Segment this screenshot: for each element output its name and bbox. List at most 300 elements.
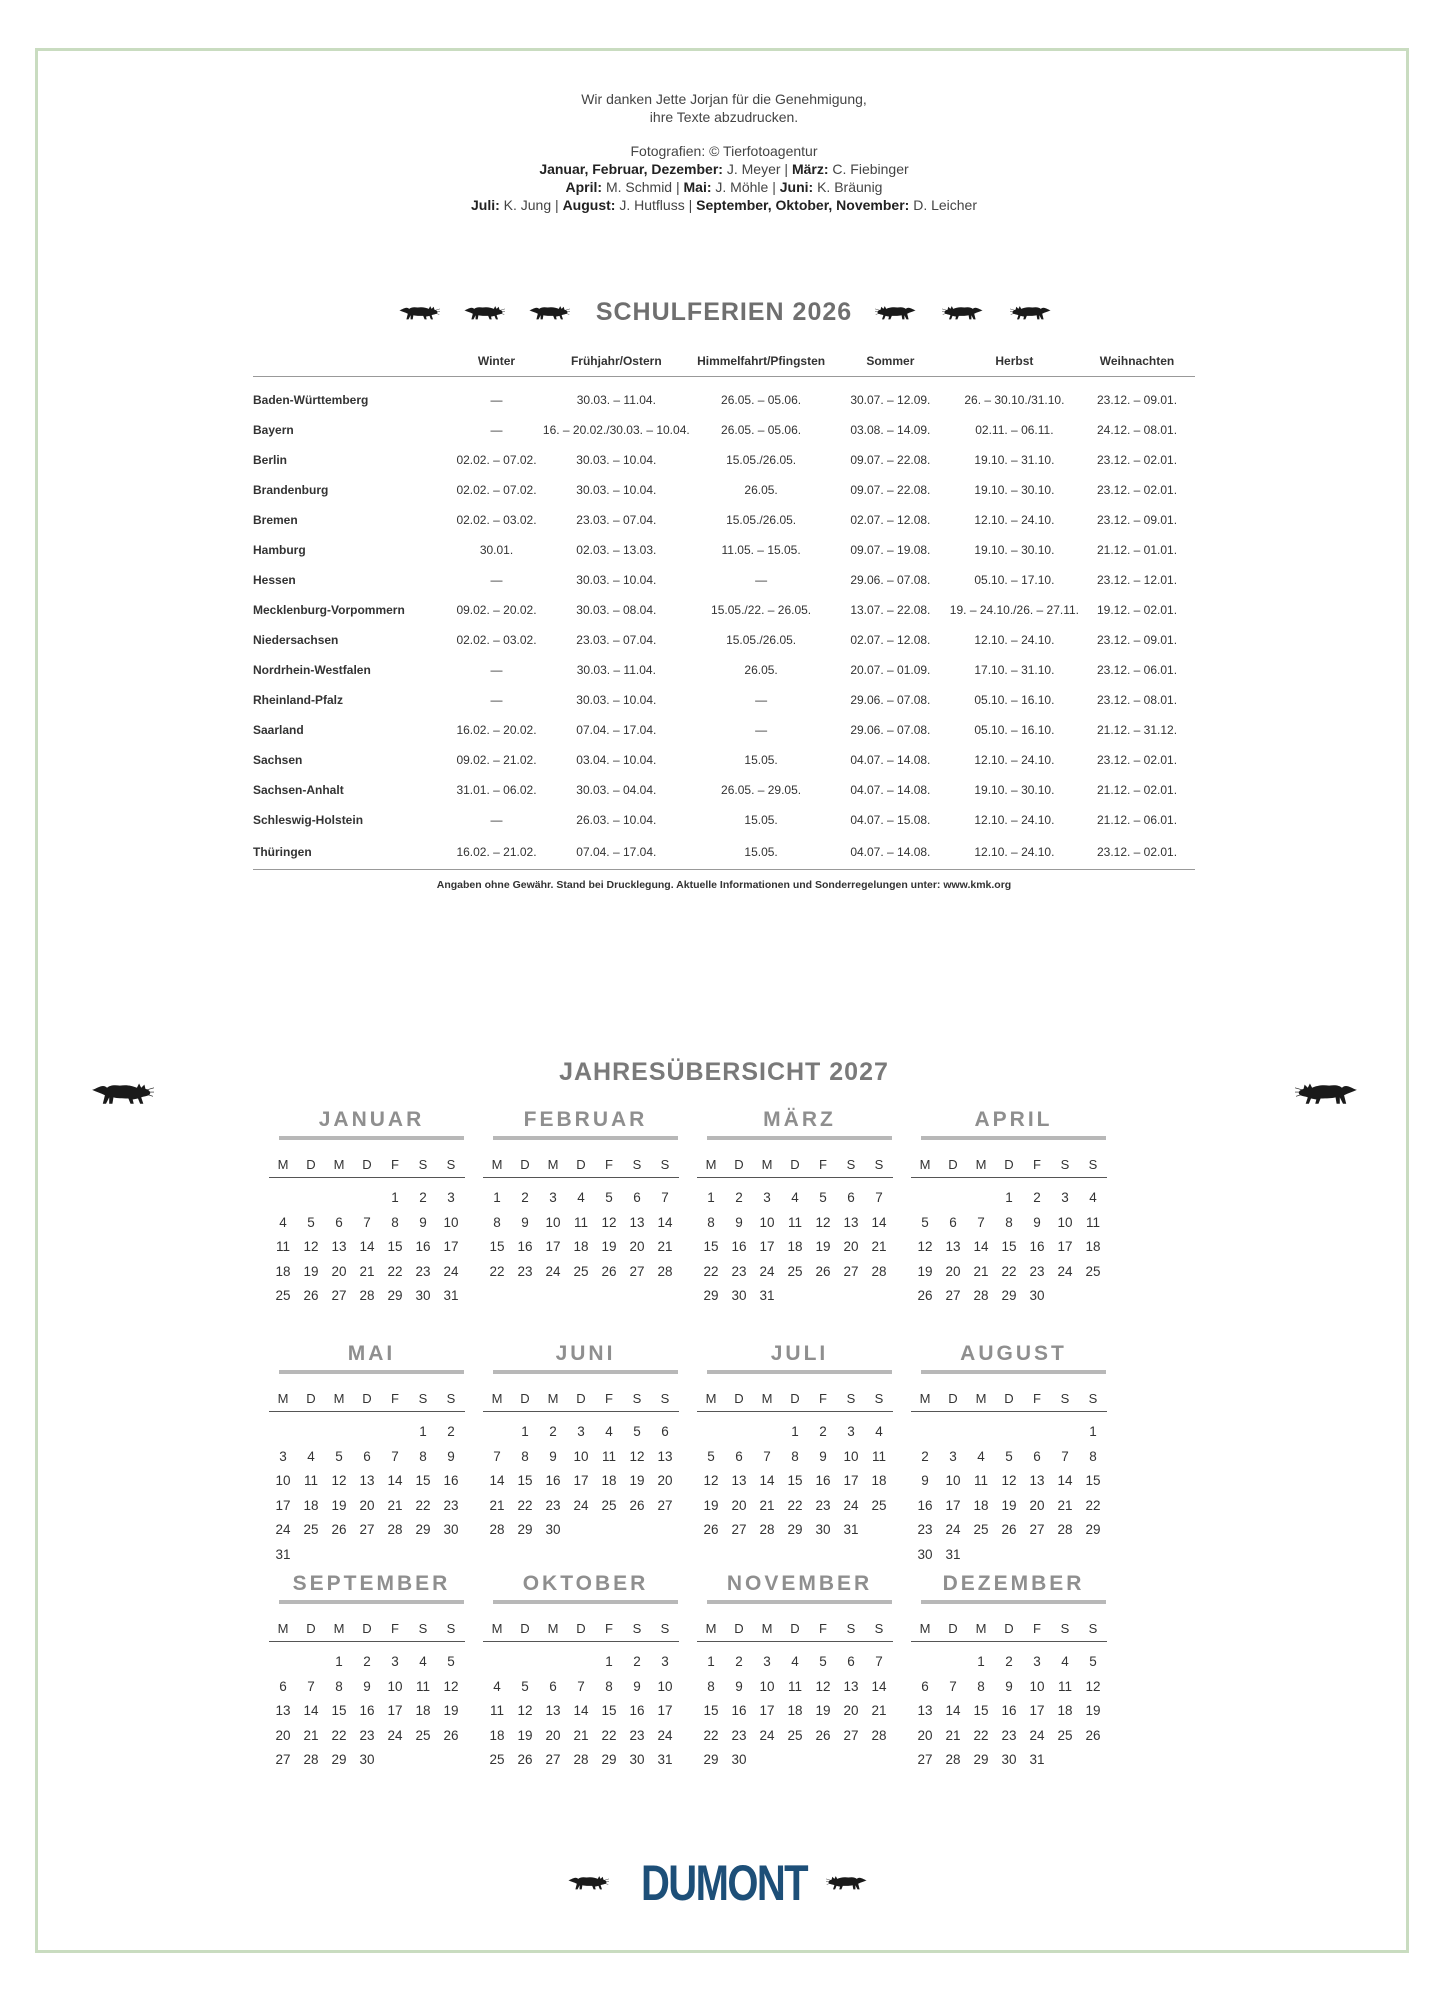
holiday-dates: 04.07. – 14.08.	[850, 753, 931, 767]
weekday-label: D	[790, 1391, 800, 1406]
day-number: 15	[387, 1239, 403, 1254]
holiday-dates: 30.03. – 10.04.	[576, 453, 657, 467]
month-calendar	[483, 1104, 679, 1284]
day-number: 7	[391, 1448, 399, 1464]
day-number	[269, 1650, 297, 1675]
holiday-dates: 02.02. – 03.02.	[456, 513, 537, 527]
day-number: 22	[415, 1497, 431, 1513]
separator: |	[555, 197, 563, 213]
week-row	[269, 1699, 465, 1724]
holiday-dates: 07.04. – 17.04.	[576, 723, 657, 737]
day-number: 17	[573, 1473, 589, 1488]
holiday-dates: 05.10. – 16.10.	[974, 723, 1055, 737]
day-number: 14	[657, 1214, 673, 1230]
day-number: 18	[787, 1239, 803, 1254]
day-number: 11	[1057, 1678, 1072, 1694]
week-row	[911, 1543, 1107, 1568]
week-row	[483, 1445, 679, 1470]
holiday-dates: 09.07. – 19.08.	[850, 543, 931, 557]
day-number: 26	[601, 1263, 617, 1279]
week-row	[483, 1675, 679, 1700]
day-number	[297, 1186, 325, 1211]
day-number: 16	[545, 1473, 561, 1488]
table-header-row	[253, 346, 1195, 377]
column-header: Sommer	[831, 346, 950, 377]
weekday-label: S	[418, 1391, 428, 1406]
holiday-dates: 30.03. – 08.04.	[576, 603, 657, 617]
day-number: 24	[843, 1497, 859, 1513]
state-name: Hessen	[253, 573, 296, 587]
week-row	[269, 1420, 465, 1445]
day-number: 21	[573, 1727, 589, 1743]
day-number: 6	[633, 1190, 641, 1205]
day-number: 7	[307, 1678, 315, 1694]
month-calendar	[269, 1568, 465, 1773]
day-number: 19	[1085, 1703, 1101, 1718]
day-number: 17	[759, 1239, 775, 1254]
day-number: 27	[917, 1752, 933, 1767]
month-name: JANUAR	[279, 1104, 464, 1140]
day-number: 30	[731, 1288, 747, 1303]
photo-credit-months: Juni:	[779, 179, 814, 195]
column-header: Herbst	[950, 346, 1079, 377]
day-number: 12	[917, 1239, 933, 1254]
day-number: 27	[331, 1288, 347, 1303]
weekday-label: M	[547, 1621, 559, 1636]
week-row	[911, 1260, 1107, 1285]
weekday-label: D	[1004, 1157, 1014, 1172]
weekday-label: M	[277, 1391, 289, 1406]
table-row	[253, 377, 1195, 416]
weekday-label: S	[1088, 1157, 1098, 1172]
day-number: 30	[1001, 1752, 1017, 1767]
day-number: 31	[443, 1288, 459, 1303]
holiday-dates: 30.03. – 10.04.	[576, 483, 657, 497]
day-number: 30	[629, 1752, 645, 1767]
weekday-header	[911, 1387, 1107, 1412]
day-number: 2	[735, 1654, 743, 1669]
week-row	[483, 1469, 679, 1494]
weekday-label: F	[391, 1157, 399, 1172]
day-number: 20	[945, 1263, 961, 1279]
holiday-dates: 23.12. – 02.01.	[1096, 453, 1178, 467]
day-number	[753, 1420, 781, 1445]
day-number: 25	[973, 1522, 989, 1537]
weekday-label: S	[846, 1157, 856, 1172]
week-row	[269, 1518, 465, 1543]
day-number: 29	[973, 1752, 989, 1767]
week-row	[483, 1211, 679, 1236]
weekday-label: S	[632, 1621, 642, 1636]
weekday-label: S	[874, 1621, 884, 1636]
holiday-dates: 02.02. – 07.02.	[456, 483, 537, 497]
weekday-label: D	[362, 1621, 372, 1636]
day-number: 15	[703, 1703, 719, 1718]
day-number: 19	[629, 1473, 645, 1488]
weekday-header	[911, 1153, 1107, 1178]
day-number: 6	[549, 1678, 557, 1694]
day-number: 26	[917, 1288, 933, 1303]
day-number: 29	[601, 1752, 617, 1767]
day-number: 26	[1001, 1522, 1017, 1537]
day-number: 3	[577, 1424, 585, 1439]
day-number: 26	[815, 1727, 831, 1743]
day-number: 18	[871, 1473, 887, 1488]
holiday-dates: —	[490, 663, 503, 677]
day-number	[325, 1186, 353, 1211]
day-number	[967, 1186, 995, 1211]
day-number: 12	[629, 1448, 645, 1464]
holiday-dates: 19. – 24.10./26. – 27.11.	[949, 603, 1080, 617]
state-name: Baden-Württemberg	[253, 393, 369, 407]
day-number: 19	[815, 1239, 831, 1254]
day-number: 19	[517, 1727, 533, 1743]
day-number: 25	[1057, 1727, 1073, 1743]
day-number: 11	[489, 1703, 504, 1718]
schulferien-title: SCHULFERIEN 2026	[595, 298, 853, 326]
day-number: 18	[1085, 1239, 1101, 1254]
day-number: 30	[815, 1522, 831, 1537]
day-number: 27	[545, 1752, 561, 1767]
day-number: 5	[307, 1214, 315, 1230]
holiday-dates: 07.04. – 17.04.	[541, 835, 691, 870]
column-header: Himmelfahrt/Pfingsten	[691, 346, 831, 377]
day-number: 18	[573, 1239, 589, 1254]
week-row	[697, 1699, 893, 1724]
separator: |	[675, 179, 684, 195]
week-row	[269, 1260, 465, 1285]
day-number	[939, 1186, 967, 1211]
weekday-label: M	[975, 1157, 987, 1172]
holiday-dates: 19.12. – 02.01.	[1096, 603, 1178, 617]
day-number: 4	[875, 1424, 883, 1439]
day-number: 24	[759, 1263, 775, 1279]
day-number: 8	[493, 1214, 501, 1230]
day-number: 21	[657, 1239, 673, 1254]
day-number: 12	[303, 1239, 319, 1254]
day-number: 22	[703, 1263, 719, 1279]
weekday-label: F	[605, 1157, 613, 1172]
day-number: 13	[657, 1448, 673, 1464]
day-number: 22	[1001, 1263, 1017, 1279]
weekday-header	[697, 1617, 893, 1642]
holiday-dates: 03.08. – 14.09.	[850, 423, 931, 437]
holiday-dates: 16.02. – 20.02.	[456, 723, 537, 737]
table-row	[253, 805, 1195, 835]
month-name: MAI	[279, 1338, 464, 1374]
day-number: 17	[1029, 1703, 1045, 1718]
day-number: 11	[787, 1678, 802, 1694]
day-number: 28	[973, 1288, 989, 1303]
holiday-dates: 04.07. – 14.08.	[850, 783, 931, 797]
holiday-dates: 02.03. – 13.03.	[576, 543, 657, 557]
day-number: 22	[1085, 1497, 1101, 1513]
day-number: 18	[601, 1473, 617, 1488]
day-number	[911, 1186, 939, 1211]
state-name: Hamburg	[253, 543, 306, 557]
weekday-label: D	[362, 1157, 372, 1172]
day-number: 7	[875, 1190, 883, 1205]
week-row	[483, 1518, 679, 1543]
photo-credit-line	[0, 178, 1448, 196]
week-row	[911, 1724, 1107, 1749]
day-number: 13	[331, 1239, 347, 1254]
day-number: 30	[1029, 1288, 1045, 1303]
day-number: 6	[335, 1214, 343, 1230]
day-number: 28	[573, 1752, 589, 1767]
jahresuebersicht-title: JAHRESÜBERSICHT 2027	[559, 1058, 889, 1086]
table-row	[253, 745, 1195, 775]
weekday-label: F	[819, 1391, 827, 1406]
photo-credit-months: Januar, Februar, Dezember:	[539, 161, 723, 177]
day-number: 8	[791, 1448, 799, 1464]
day-number: 19	[703, 1497, 719, 1513]
holiday-dates: 11.05. – 15.05.	[721, 543, 801, 557]
day-number: 17	[443, 1239, 459, 1254]
holiday-dates: 23.03. – 07.04.	[576, 633, 657, 647]
table-row	[253, 625, 1195, 655]
day-number: 4	[977, 1448, 985, 1464]
month-calendar	[483, 1338, 679, 1543]
weekday-label: S	[446, 1621, 456, 1636]
day-number: 21	[871, 1239, 887, 1254]
schulferien-table	[253, 346, 1195, 870]
day-number: 21	[973, 1263, 989, 1279]
day-number: 8	[605, 1678, 613, 1694]
day-number: 3	[949, 1448, 957, 1464]
photo-credit-photographer: J. Hutfluss	[615, 197, 689, 213]
weekday-label: D	[576, 1157, 586, 1172]
day-number: 13	[1029, 1473, 1045, 1488]
day-number: 26	[517, 1752, 533, 1767]
weekday-header	[911, 1617, 1107, 1642]
day-number: 3	[447, 1190, 455, 1205]
day-number: 13	[629, 1214, 645, 1230]
day-number: 11	[787, 1214, 802, 1230]
day-number: 31	[759, 1288, 775, 1303]
holiday-dates: —	[490, 813, 503, 827]
day-number: 1	[335, 1654, 343, 1669]
week-row	[911, 1699, 1107, 1724]
day-number: 2	[633, 1654, 641, 1669]
day-number: 15	[1085, 1473, 1101, 1488]
day-number: 5	[1089, 1654, 1097, 1669]
day-number: 1	[493, 1190, 501, 1205]
week-row	[697, 1675, 893, 1700]
day-number: 15	[1001, 1239, 1017, 1254]
week-row	[269, 1235, 465, 1260]
state-name: Sachsen-Anhalt	[253, 783, 344, 797]
day-number: 29	[415, 1522, 431, 1537]
weekday-label: F	[391, 1621, 399, 1636]
holiday-dates: 16. – 20.02./30.03. – 10.04.	[542, 423, 690, 437]
column-header: Weihnachten	[1079, 346, 1195, 377]
week-row	[697, 1724, 893, 1749]
day-number: 17	[275, 1497, 291, 1513]
day-number: 9	[1005, 1678, 1013, 1694]
day-number	[1051, 1420, 1079, 1445]
day-number: 20	[843, 1703, 859, 1718]
day-number: 15	[331, 1703, 347, 1718]
day-number: 25	[489, 1752, 505, 1767]
day-number: 16	[731, 1239, 747, 1254]
day-number: 14	[945, 1703, 961, 1718]
month-name: MÄRZ	[707, 1104, 892, 1140]
weekday-label: M	[491, 1391, 503, 1406]
day-number: 9	[521, 1214, 529, 1230]
weekday-label: S	[874, 1391, 884, 1406]
day-number: 20	[917, 1727, 933, 1743]
day-number: 1	[1089, 1424, 1097, 1439]
weekday-label: M	[975, 1621, 987, 1636]
day-number: 3	[391, 1654, 399, 1669]
day-number: 10	[573, 1448, 589, 1464]
day-number: 27	[945, 1288, 961, 1303]
weekday-label: D	[790, 1621, 800, 1636]
day-number: 18	[415, 1703, 431, 1718]
day-number: 2	[921, 1448, 929, 1464]
day-number: 13	[359, 1473, 375, 1488]
holiday-dates: 30.07. – 12.09.	[850, 393, 931, 407]
day-number: 13	[917, 1703, 933, 1718]
week-row	[697, 1235, 893, 1260]
day-number: 31	[657, 1752, 673, 1767]
holiday-dates: 23.12. – 02.01.	[1096, 753, 1178, 767]
day-number	[297, 1650, 325, 1675]
day-number: 20	[657, 1473, 673, 1488]
holiday-dates: 19.10. – 31.10.	[974, 453, 1055, 467]
day-number: 29	[387, 1288, 403, 1303]
weekday-label: F	[819, 1621, 827, 1636]
day-number: 31	[1029, 1752, 1045, 1767]
holiday-dates: 26. – 30.10./31.10.	[964, 393, 1065, 407]
weekday-label: D	[362, 1391, 372, 1406]
day-number: 13	[731, 1473, 747, 1488]
day-number: 8	[1005, 1214, 1013, 1230]
day-number: 11	[601, 1448, 616, 1464]
day-number: 18	[973, 1497, 989, 1513]
day-number: 6	[661, 1424, 669, 1439]
holiday-dates: 26.05. – 05.06.	[721, 423, 802, 437]
day-number: 10	[657, 1678, 673, 1694]
holiday-dates: —	[490, 423, 503, 437]
day-number: 28	[759, 1522, 775, 1537]
table-row	[253, 505, 1195, 535]
weekday-label: S	[446, 1391, 456, 1406]
day-number	[697, 1420, 725, 1445]
month-name: OKTOBER	[493, 1568, 678, 1604]
day-number: 6	[1033, 1448, 1041, 1464]
weekday-label: D	[576, 1391, 586, 1406]
holiday-dates: 26.05.	[744, 663, 778, 677]
day-number: 14	[573, 1703, 589, 1718]
day-number: 23	[917, 1522, 933, 1537]
day-number: 12	[443, 1678, 459, 1694]
holiday-dates: 30.03. – 11.04.	[576, 393, 656, 407]
day-number: 25	[1085, 1263, 1101, 1279]
day-number: 20	[545, 1727, 561, 1743]
day-number: 10	[1029, 1678, 1045, 1694]
weekday-label: S	[1060, 1157, 1070, 1172]
day-number: 5	[819, 1190, 827, 1205]
day-number: 1	[707, 1654, 715, 1669]
day-number: 18	[489, 1727, 505, 1743]
day-number: 27	[1029, 1522, 1045, 1537]
weekday-label: M	[761, 1157, 773, 1172]
day-number: 10	[945, 1473, 961, 1488]
day-number: 16	[359, 1703, 375, 1718]
day-number: 26	[629, 1497, 645, 1513]
day-number: 10	[443, 1214, 459, 1230]
column-header: Frühjahr/Ostern	[541, 346, 691, 377]
day-number: 25	[787, 1263, 803, 1279]
holiday-dates: 29.06. – 07.08.	[850, 693, 931, 707]
table-row	[253, 685, 1195, 715]
day-number: 14	[759, 1473, 775, 1488]
day-number: 11	[573, 1214, 588, 1230]
day-number: 4	[605, 1424, 613, 1439]
day-number: 12	[1001, 1473, 1017, 1488]
photo-credit-months: Juli:	[470, 197, 500, 213]
day-number: 22	[387, 1263, 403, 1279]
week-row	[911, 1445, 1107, 1470]
week-row	[483, 1724, 679, 1749]
state-name: Berlin	[253, 453, 288, 467]
weekday-header	[269, 1387, 465, 1412]
day-number: 7	[875, 1654, 883, 1669]
day-number: 17	[545, 1239, 561, 1254]
day-number: 28	[871, 1727, 887, 1743]
day-number: 14	[387, 1473, 403, 1488]
weekday-label: D	[520, 1621, 530, 1636]
weekday-label: S	[660, 1621, 670, 1636]
day-number: 23	[629, 1727, 645, 1743]
day-number: 16	[443, 1473, 459, 1488]
weekday-label: M	[547, 1391, 559, 1406]
month-calendar	[483, 1568, 679, 1773]
holiday-dates: —	[755, 573, 768, 587]
day-number: 3	[763, 1190, 771, 1205]
day-number: 4	[577, 1190, 585, 1205]
day-number: 16	[917, 1497, 933, 1513]
day-number: 1	[707, 1190, 715, 1205]
weekday-label: S	[874, 1157, 884, 1172]
week-row	[483, 1235, 679, 1260]
day-number: 17	[387, 1703, 403, 1718]
holiday-dates: —	[490, 573, 503, 587]
day-number: 15	[787, 1473, 803, 1488]
holiday-dates: 29.06. – 07.08.	[850, 573, 931, 587]
day-number: 22	[489, 1263, 505, 1279]
weekday-header	[697, 1153, 893, 1178]
day-number: 6	[847, 1654, 855, 1669]
day-number	[939, 1420, 967, 1445]
day-number: 16	[1029, 1239, 1045, 1254]
holiday-dates: 23.12. – 09.01.	[1096, 513, 1178, 527]
day-number: 12	[703, 1473, 719, 1488]
holiday-dates: 26.05. – 29.05.	[721, 783, 802, 797]
day-number: 27	[657, 1497, 673, 1513]
day-number: 28	[387, 1522, 403, 1537]
day-number: 1	[521, 1424, 529, 1439]
photo-credit-months: August:	[562, 197, 616, 213]
holiday-dates: 15.05./26.05.	[726, 453, 797, 467]
weekday-header	[697, 1387, 893, 1412]
holiday-dates: 30.01.	[479, 543, 514, 557]
photo-credit-months: April:	[565, 179, 603, 195]
weekday-label: S	[418, 1157, 428, 1172]
holiday-dates: 30.03. – 10.04.	[576, 573, 657, 587]
